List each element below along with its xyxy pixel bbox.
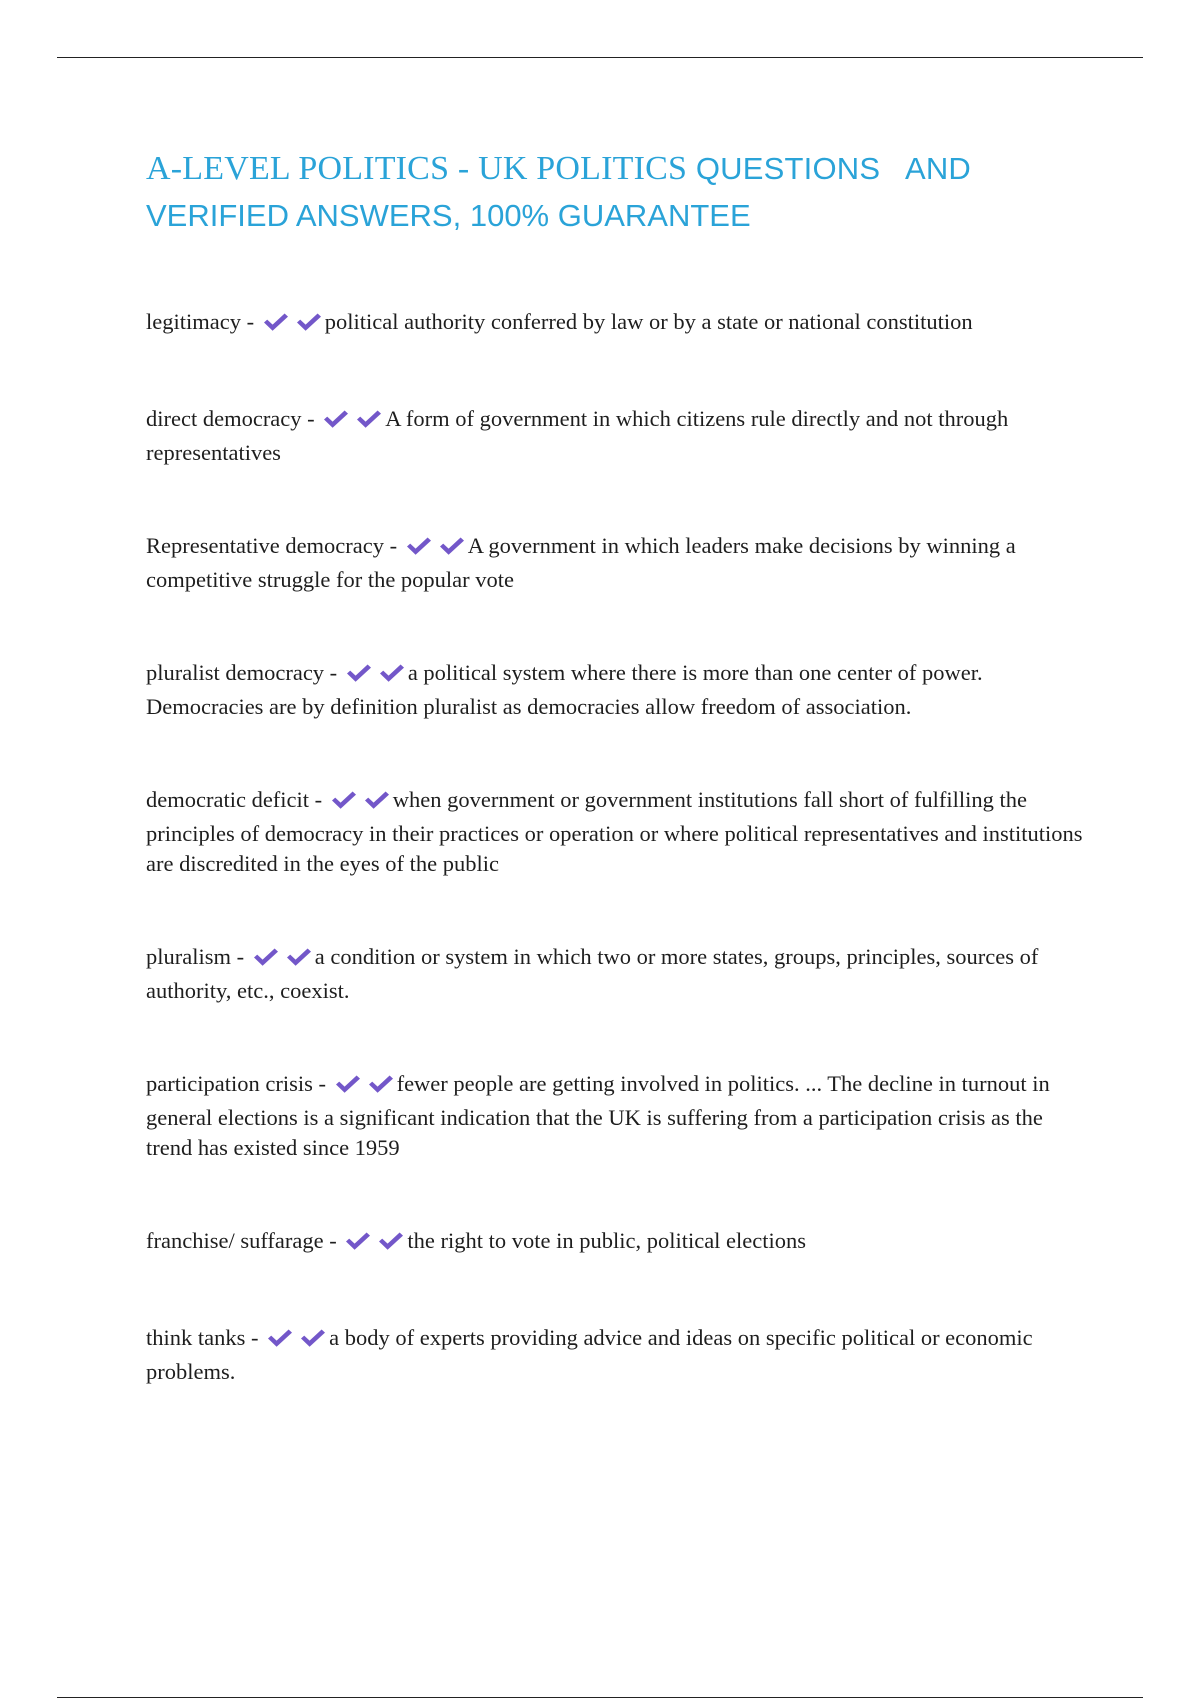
checkmark-icon (263, 312, 289, 332)
qa-entry-direct-democracy (146, 404, 1086, 468)
title-line-2: VERIFIED ANSWERS, 100% GUARANTEE (146, 198, 751, 233)
verified-checks (331, 788, 392, 819)
verified-checks (263, 310, 324, 341)
verified-checks (323, 407, 384, 438)
entry-definition: A form of government in which citizens rule directly and not through representatives (146, 406, 1009, 465)
entry-definition: political authority conferred by law or by a state or national constitution (324, 309, 973, 334)
entry-term: legitimacy - (146, 309, 260, 334)
bottom-rule (57, 1697, 1143, 1698)
verified-checks (346, 661, 407, 692)
document-title (146, 145, 1106, 239)
title-line-1 (146, 145, 1106, 192)
entry-definition: a body of experts providing advice and ideas on specific political or economic problems. (146, 1325, 1033, 1384)
verified-checks (335, 1072, 396, 1103)
entry-definition: when government or government institutions fall short of fulfilling the principles of democracy in their practices or operation or where political representatives and institutions are discredited in the eyes of the public (146, 787, 1083, 876)
checkmark-icon (253, 947, 279, 967)
entry-term: pluralist democracy - (146, 660, 343, 685)
entry-term: participation crisis - (146, 1071, 332, 1096)
checkmark-icon (439, 536, 465, 556)
qa-entry-representative-democracy (146, 531, 1086, 595)
checkmark-icon (296, 312, 322, 332)
verified-checks (253, 945, 314, 976)
checkmark-icon (368, 1074, 394, 1094)
checkmark-icon (267, 1328, 293, 1348)
checkmark-icon (323, 409, 349, 429)
qa-entry-legitimacy (146, 307, 1086, 341)
qa-entry-pluralist-democracy (146, 658, 1086, 722)
entry-term: think tanks - (146, 1325, 265, 1350)
top-rule (57, 57, 1143, 58)
qa-entry-participation-crisis (146, 1069, 1086, 1164)
checkmark-icon (378, 1231, 404, 1251)
checkmark-icon (346, 663, 372, 683)
title-line-1-sans: QUESTIONS AND (695, 151, 972, 186)
checkmark-icon (364, 790, 390, 810)
title-line-1-serif: A-LEVEL POLITICS - UK POLITICS (146, 150, 696, 187)
entry-term: direct democracy - (146, 406, 321, 431)
entry-definition: fewer people are getting involved in politics. ... The decline in turnout in general elections is a significant indication that the UK is suffering from a participation crisis as the trend has existed since 1959 (146, 1071, 1050, 1160)
verified-checks (345, 1229, 406, 1260)
entry-term: franchise/ suffarage - (146, 1228, 343, 1253)
entry-definition: a political system where there is more than one center of power. Democracies are by definition pluralist as democracies allow freedom of association. (146, 660, 983, 719)
checkmark-icon (345, 1231, 371, 1251)
checkmark-icon (300, 1328, 326, 1348)
checkmark-icon (379, 663, 405, 683)
qa-entry-democratic-deficit (146, 785, 1086, 880)
checkmark-icon (406, 536, 432, 556)
entry-term: Representative democracy - (146, 533, 403, 558)
entry-definition: a condition or system in which two or more states, groups, principles, sources of authority, etc., coexist. (146, 944, 1039, 1003)
entry-definition: A government in which leaders make decisions by winning a competitive struggle for the popular vote (146, 533, 1016, 592)
qa-entry-franchise-suffarage (146, 1226, 1086, 1260)
entry-term: pluralism - (146, 944, 250, 969)
checkmark-icon (286, 947, 312, 967)
verified-checks (406, 534, 467, 565)
entry-definition: the right to vote in public, political elections (407, 1228, 807, 1253)
checkmark-icon (331, 790, 357, 810)
checkmark-icon (335, 1074, 361, 1094)
checkmark-icon (356, 409, 382, 429)
qa-entry-think-tanks (146, 1323, 1086, 1387)
verified-checks (267, 1326, 328, 1357)
qa-entry-pluralism (146, 942, 1086, 1006)
entry-term: democratic deficit - (146, 787, 328, 812)
